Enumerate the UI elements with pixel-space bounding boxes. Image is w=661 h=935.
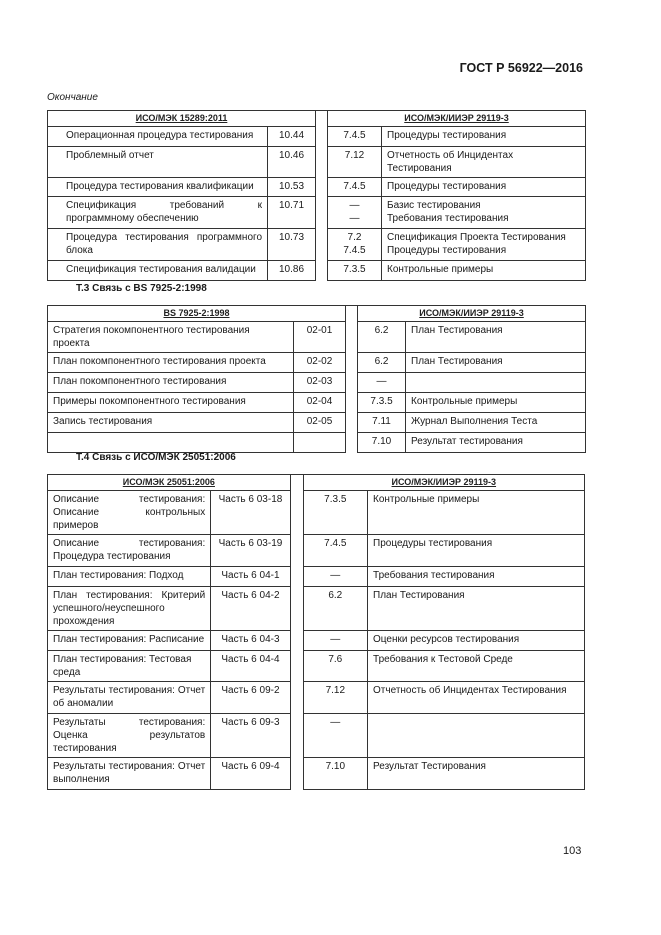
- table-row: [48, 229, 586, 261]
- table-row: [48, 322, 586, 353]
- table-row: [48, 567, 585, 587]
- document-name: Спецификация Проекта Тестирования Процедуры тестирования: [382, 229, 586, 261]
- table-row: [48, 353, 586, 373]
- document-name: Операционная процедура тестирования: [48, 127, 268, 147]
- document-name: Описание тестирования: Процедура тестирования: [48, 535, 211, 567]
- document-name: План тестирования: Расписание: [48, 631, 211, 651]
- clause: —: [303, 631, 367, 651]
- document-name: Журнал Выполнения Теста: [406, 413, 586, 433]
- clause: 7.2 7.4.5: [328, 229, 382, 261]
- document-name: План покомпонентного тестирования проекта: [48, 353, 294, 373]
- clause: Часть 6 04-4: [211, 651, 290, 682]
- clause: 7.6: [303, 651, 367, 682]
- clause: —: [303, 714, 367, 758]
- document-name: Требования тестирования: [368, 567, 585, 587]
- table-row: [48, 758, 585, 790]
- document-name: Контрольные примеры: [406, 393, 586, 413]
- table-bs-7925: [47, 305, 586, 453]
- clause: 10.86: [268, 261, 316, 281]
- table2-right-header: ИСО/МЭК/ИИЭР 29119-3: [358, 306, 586, 322]
- document-name: Результат Тестирования: [368, 758, 585, 790]
- document-name: Результаты тестирования: Отчет выполнения: [48, 758, 211, 790]
- clause: Часть 6 04-2: [211, 587, 290, 631]
- clause: 7.10: [358, 433, 406, 453]
- document-name: План тестирования: Тестовая среда: [48, 651, 211, 682]
- clause: Часть 6 04-3: [211, 631, 290, 651]
- clause: 02-02: [294, 353, 346, 373]
- document-name: Проблемный отчет: [48, 147, 268, 178]
- table-row: [48, 651, 585, 682]
- table-row: [48, 631, 585, 651]
- table1-left-header: ИСО/МЭК 15289:2011: [48, 111, 316, 127]
- clause: 7.3.5: [303, 491, 367, 535]
- clause: Часть 6 03-18: [211, 491, 290, 535]
- clause: 10.71: [268, 197, 316, 229]
- document-name: Процедуры тестирования: [382, 127, 586, 147]
- table-row: [48, 587, 585, 631]
- clause: —: [358, 373, 406, 393]
- table-row: [48, 373, 586, 393]
- clause: 7.3.5: [358, 393, 406, 413]
- document-name: Запись тестирования: [48, 413, 294, 433]
- clause: 6.2: [358, 322, 406, 353]
- document-name: Требования к Тестовой Среде: [368, 651, 585, 682]
- document-name: Контрольные примеры: [368, 491, 585, 535]
- clause: 7.4.5: [328, 178, 382, 197]
- document-name: План тестирования: Критерий успешного/неуспешного прохождения: [48, 587, 211, 631]
- document-name: План тестирования: Подход: [48, 567, 211, 587]
- table-row: [48, 535, 585, 567]
- table-row: [48, 178, 586, 197]
- table-row: [48, 433, 586, 453]
- clause: — —: [328, 197, 382, 229]
- table-row: [48, 714, 585, 758]
- clause: 02-01: [294, 322, 346, 353]
- clause: 7.4.5: [303, 535, 367, 567]
- clause: 7.10: [303, 758, 367, 790]
- clause: —: [303, 567, 367, 587]
- document-name: Результаты тестирования: Оценка результатов тестирования: [48, 714, 211, 758]
- document-name: Процедуры тестирования: [382, 178, 586, 197]
- document-name: Отчетность об Инцидентах Тестирования: [382, 147, 586, 178]
- table3-right-header: ИСО/МЭК/ИИЭР 29119-3: [303, 475, 584, 491]
- clause: 10.44: [268, 127, 316, 147]
- clause: 7.3.5: [328, 261, 382, 281]
- clause: Часть 6 03-19: [211, 535, 290, 567]
- document-name: Спецификация требований к программному обеспечению: [48, 197, 268, 229]
- page-number: 103: [563, 845, 582, 857]
- document-name: Процедура тестирования программного блока: [48, 229, 268, 261]
- document-name: Спецификация тестирования валидации: [48, 261, 268, 281]
- clause: Часть 6 04-1: [211, 567, 290, 587]
- clause: Часть 6 09-2: [211, 682, 290, 714]
- clause: 02-04: [294, 393, 346, 413]
- table2-left-header: BS 7925-2:1998: [48, 306, 346, 322]
- document-name: Описание тестирования: Описание контрольных примеров: [48, 491, 211, 535]
- document-name: Процедура тестирования квалификации: [48, 178, 268, 197]
- clause: 7.4.5: [328, 127, 382, 147]
- clause: 10.73: [268, 229, 316, 261]
- clause: 6.2: [303, 587, 367, 631]
- document-title: ГОСТ Р 56922—2016: [459, 61, 583, 75]
- table-row: [48, 127, 586, 147]
- table-row: [48, 147, 586, 178]
- document-name: Примеры покомпонентного тестирования: [48, 393, 294, 413]
- table-row: [48, 197, 586, 229]
- clause: 6.2: [358, 353, 406, 373]
- document-name: Базис тестирования Требования тестирования: [382, 197, 586, 229]
- document-name: План Тестирования: [406, 353, 586, 373]
- table-row: [48, 261, 586, 281]
- clause: 7.12: [303, 682, 367, 714]
- document-name: [48, 433, 294, 453]
- clause: 02-03: [294, 373, 346, 393]
- table-row: [48, 413, 586, 433]
- clause: 10.46: [268, 147, 316, 178]
- document-name: Оценки ресурсов тестирования: [368, 631, 585, 651]
- document-name: Результат тестирования: [406, 433, 586, 453]
- clause: 10.53: [268, 178, 316, 197]
- table-row: [48, 393, 586, 413]
- table-row: [48, 682, 585, 714]
- section-title-iso25051: Т.4 Связь с ИСО/МЭК 25051:2006: [76, 452, 236, 463]
- document-name: Отчетность об Инцидентах Тестирования: [368, 682, 585, 714]
- table2-header-gap: [346, 306, 358, 322]
- clause: Часть 6 09-4: [211, 758, 290, 790]
- document-name: [368, 714, 585, 758]
- table3-header-gap: [290, 475, 303, 491]
- table-row: [48, 491, 585, 535]
- document-name: [406, 373, 586, 393]
- document-name: Стратегия покомпонентного тестирования проекта: [48, 322, 294, 353]
- document-name: Результаты тестирования: Отчет об аномалии: [48, 682, 211, 714]
- document-name: Контрольные примеры: [382, 261, 586, 281]
- section-title-bs7925: Т.3 Связь с BS 7925-2:1998: [76, 283, 207, 294]
- table3-left-header: ИСО/МЭК 25051:2006: [48, 475, 291, 491]
- document-name: План покомпонентного тестирования: [48, 373, 294, 393]
- clause: 7.11: [358, 413, 406, 433]
- table-caption: Окончание: [47, 92, 98, 103]
- table1-header-gap: [316, 111, 328, 127]
- clause: 02-05: [294, 413, 346, 433]
- clause: [294, 433, 346, 453]
- document-name: Процедуры тестирования: [368, 535, 585, 567]
- document-name: План Тестирования: [406, 322, 586, 353]
- document-name: План Тестирования: [368, 587, 585, 631]
- table-iso-25051: [47, 474, 585, 790]
- clause: 7.12: [328, 147, 382, 178]
- table-iso-15289: [47, 110, 586, 281]
- clause: Часть 6 09-3: [211, 714, 290, 758]
- table1-right-header: ИСО/МЭК/ИИЭР 29119-3: [328, 111, 586, 127]
